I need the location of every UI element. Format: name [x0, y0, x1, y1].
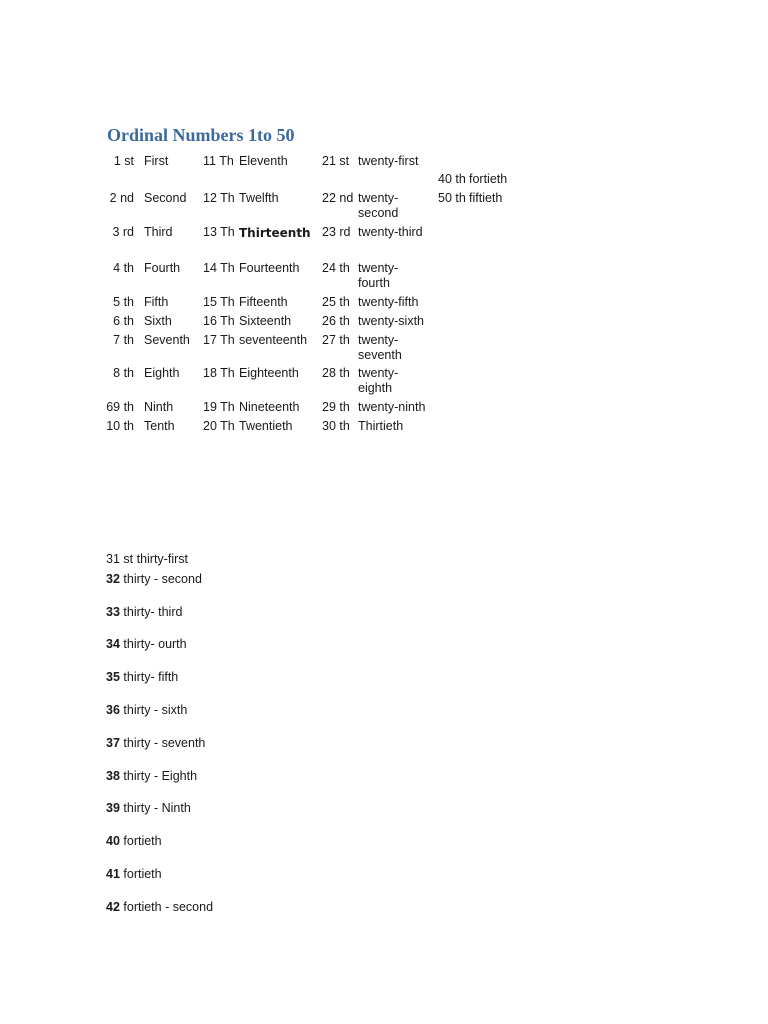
ordinal-number: 26 th: [322, 314, 350, 328]
ordinal-word: Nineteenth: [239, 400, 300, 414]
ordinal-number: 10 th: [106, 419, 134, 433]
ordinal-number: 16 Th: [203, 314, 235, 328]
list-text: thirty - seventh: [123, 736, 206, 750]
ordinal-word: fiftieth: [469, 191, 503, 205]
list-item: [106, 736, 205, 751]
list-text: thirty - Eighth: [123, 769, 198, 783]
list-text: fortieth - second: [123, 900, 214, 914]
ordinal-number: 6 th: [113, 314, 134, 328]
ordinal-word: Sixth: [144, 314, 172, 328]
list-item: [106, 552, 188, 567]
ordinal-word: Eighteenth: [239, 366, 299, 380]
list-item: [106, 637, 187, 652]
ordinal-word: twenty-fourth: [358, 261, 399, 290]
list-number: 37: [106, 736, 120, 750]
ordinal-number: 1 st: [113, 154, 134, 168]
list-number: 38: [106, 769, 120, 783]
list-text: thirty - sixth: [123, 703, 188, 717]
ordinal-word: twenty-third: [358, 225, 423, 239]
list-item: [106, 801, 191, 816]
ordinal-word: Sixteenth: [239, 314, 292, 328]
ordinal-number: 23 rd: [322, 225, 351, 239]
ordinal-word: Twentieth: [239, 419, 293, 433]
ordinal-word: Second: [144, 191, 187, 205]
list-item: [106, 605, 182, 620]
list-text: fortieth: [123, 867, 162, 881]
page-title: Ordinal Numbers 1to 50: [107, 125, 295, 145]
ordinal-number: 29 th: [322, 400, 350, 414]
ordinal-number: 22 nd: [322, 191, 354, 205]
list-text: thirty - Ninth: [123, 801, 191, 815]
ordinal-number: 30 th: [322, 419, 350, 433]
ordinal-word: Fourth: [144, 261, 181, 275]
ordinal-word: Fourteenth: [239, 261, 300, 275]
ordinal-number: 12 Th: [203, 191, 235, 205]
ordinal-word: First: [144, 154, 169, 168]
ordinal-number: 25 th: [322, 295, 350, 309]
list-text: thirty-first: [136, 552, 188, 566]
list-text: fortieth: [123, 834, 162, 848]
list-number: 40: [106, 834, 120, 848]
ordinal-word: Fifth: [144, 295, 169, 309]
list-text: thirty- fifth: [123, 670, 179, 684]
ordinal-word: twenty-first: [358, 154, 419, 168]
ordinal-word: Third: [144, 225, 173, 239]
ordinal-word: Eighth: [144, 366, 180, 380]
ordinal-word: Thirtieth: [358, 419, 404, 433]
ordinal-word: Ninth: [144, 400, 174, 414]
ordinal-word: twenty-ninth: [358, 400, 426, 414]
ordinal-number: 4 th: [113, 261, 134, 275]
ordinal-word: Tenth: [144, 419, 175, 433]
ordinal-word: twenty-eighth: [358, 366, 399, 395]
ordinal-number: 19 Th: [203, 400, 235, 414]
ordinal-number: 21 st: [322, 154, 350, 168]
ordinal-number: 24 th: [322, 261, 350, 275]
list-number: 32: [106, 572, 120, 586]
list-number: 36: [106, 703, 120, 717]
ordinal-number: 2 nd: [109, 191, 134, 205]
ordinal-number: 20 Th: [203, 419, 235, 433]
ordinal-word: seventeenth: [239, 333, 308, 347]
ordinal-word: Eleventh: [239, 154, 288, 168]
list-item: [106, 670, 178, 685]
ordinal-number: 50 th: [438, 191, 466, 205]
ordinal-number: 40 th: [438, 172, 466, 186]
ordinal-number: 18 Th: [203, 366, 235, 380]
ordinal-number: 28 th: [322, 366, 350, 380]
ordinal-word: Fifteenth: [239, 295, 288, 309]
ordinal-number: 3 rd: [112, 225, 134, 239]
list-number: 31 st: [106, 552, 134, 566]
list-item: [106, 703, 187, 718]
ordinal-number: 14 Th: [203, 261, 235, 275]
list-number: 33: [106, 605, 120, 619]
ordinal-word: twenty-second: [358, 191, 399, 220]
ordinal-word: twenty-sixth: [358, 314, 424, 328]
list-number: 42: [106, 900, 120, 914]
list-item: [106, 769, 197, 784]
ordinal-number: 17 Th: [203, 333, 235, 347]
ordinal-word: twenty-fifth: [358, 295, 419, 309]
list-item: [106, 900, 213, 915]
ordinal-word: fortieth: [469, 172, 508, 186]
ordinal-word: Seventh: [144, 333, 190, 347]
list-text: thirty- third: [123, 605, 183, 619]
ordinal-word: Thirteenth: [239, 226, 311, 240]
ordinal-word: Twelfth: [239, 191, 279, 205]
ordinal-number: 5 th: [113, 295, 134, 309]
list-text: thirty- ourth: [123, 637, 187, 651]
list-number: 39: [106, 801, 120, 815]
list-number: 34: [106, 637, 120, 651]
list-item: [106, 572, 202, 587]
ordinal-number: 8 th: [113, 366, 134, 380]
ordinal-number: 15 Th: [203, 295, 235, 309]
list-number: 41: [106, 867, 120, 881]
ordinal-number: 13 Th: [203, 225, 235, 239]
list-item: [106, 834, 162, 849]
ordinal-number: 11 Th: [203, 154, 234, 168]
list-text: thirty - second: [123, 572, 202, 586]
list-number: 35: [106, 670, 120, 684]
ordinal-number: 27 th: [322, 333, 350, 347]
list-item: [106, 867, 162, 882]
ordinal-number: 69 th: [106, 400, 134, 414]
ordinal-number: 7 th: [113, 333, 134, 347]
ordinal-word: twenty-seventh: [358, 333, 402, 362]
